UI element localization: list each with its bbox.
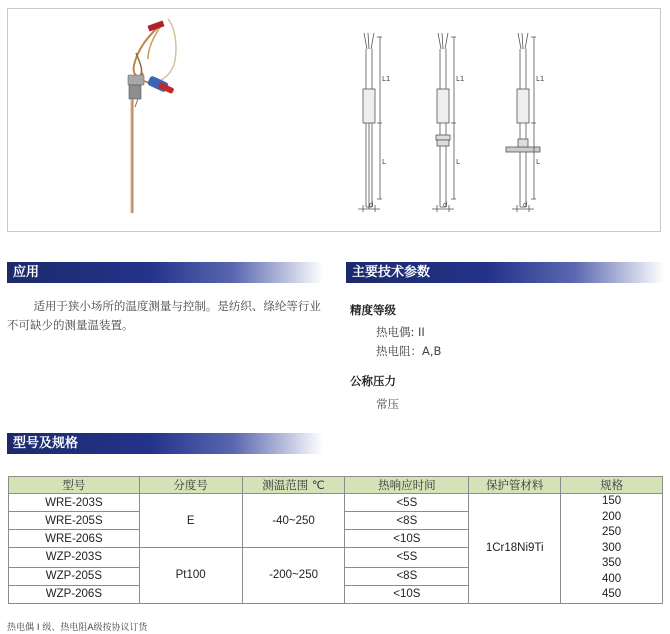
spec-value: 450 [601, 588, 622, 600]
l1-label-3: L1 [536, 75, 545, 83]
model-cell: WRE-205S [9, 512, 140, 530]
model-cell: WZP-205S [9, 567, 140, 585]
accuracy-thermocouple: 热电偶: II [376, 325, 425, 339]
response-cell: <5S [345, 494, 469, 512]
model-cell: WRE-203S [9, 494, 140, 512]
drawing-type-3 [506, 33, 540, 212]
l-label-3: L [536, 158, 540, 166]
grade-cell: Pt100 [139, 548, 242, 604]
model-cell: WZP-203S [9, 548, 140, 568]
header-response: 热响应时间 [345, 477, 469, 494]
range-cell: -40~250 [242, 494, 345, 548]
spec-table [8, 476, 663, 604]
pressure-value: 常压 [376, 397, 399, 411]
header-grade: 分度号 [139, 477, 242, 494]
range-cell: -200~250 [242, 548, 345, 604]
section-header-application: 应用 [7, 262, 323, 283]
header-spec: 规格 [561, 477, 663, 494]
response-cell: <10S [345, 585, 469, 603]
spec-value: 150 [601, 495, 622, 507]
footnote: 热电偶 I 级、热电阻A级按协议订货 [7, 623, 148, 633]
material-cell: 1Cr18Ni9Ti [469, 494, 561, 604]
response-cell: <8S [345, 567, 469, 585]
spec-value: 250 [601, 526, 622, 538]
model-cell: WZP-206S [9, 585, 140, 603]
model-cell: WRE-206S [9, 530, 140, 548]
table-row [9, 494, 663, 512]
response-cell: <10S [345, 530, 469, 548]
d-label-2: d [443, 201, 448, 209]
d-label-1: d [369, 201, 374, 209]
thermocouple-photo [128, 19, 176, 213]
drawing-type-1 [358, 33, 382, 212]
product-image-panel [7, 8, 661, 232]
spec-value: 400 [601, 572, 622, 585]
l1-label-2: L1 [456, 75, 465, 83]
header-material: 保护管材料 [469, 477, 561, 494]
drawing-type-2 [432, 33, 456, 212]
grade-cell: E [139, 494, 242, 548]
d-label-3: d [523, 201, 528, 209]
response-cell: <5S [345, 548, 469, 568]
l-label-2: L [456, 158, 460, 166]
table-header-row [9, 477, 663, 494]
header-range: 测温范围 ℃ [242, 477, 345, 494]
accuracy-title: 精度等级 [350, 303, 396, 317]
spec-value: 200 [601, 510, 622, 523]
l-label-1: L [382, 158, 386, 166]
response-cell: <8S [345, 512, 469, 530]
product-illustration [8, 9, 662, 233]
spec-value: 350 [601, 557, 622, 569]
accuracy-rtd: 热电阻：A,B [376, 344, 442, 358]
section-header-tech-params: 主要技术参数 [346, 262, 664, 283]
spec-value: 300 [601, 541, 622, 554]
spec-cell [561, 494, 663, 604]
header-model: 型号 [9, 477, 140, 494]
pressure-title: 公称压力 [350, 374, 396, 388]
l1-label-1: L1 [382, 75, 391, 83]
section-header-model-spec: 型号及规格 [7, 433, 323, 454]
application-text: 适用于狭小场所的温度测量与控制。是纺织、绦纶等行业不可缺少的测量温装置。 [7, 299, 321, 332]
